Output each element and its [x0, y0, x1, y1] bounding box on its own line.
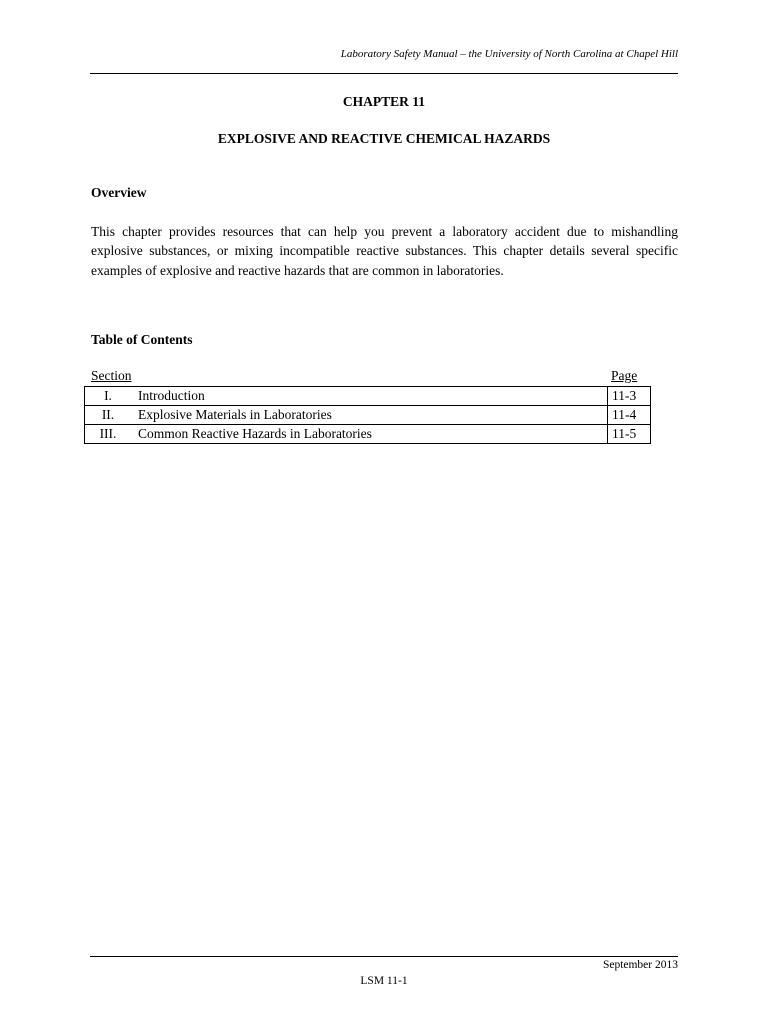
footer-date: September 2013	[602, 959, 678, 971]
toc-row-number: II.	[85, 406, 132, 425]
toc-row-title: Common Reactive Hazards in Laboratories	[131, 425, 608, 444]
toc-section-column-label: Section	[91, 368, 132, 383]
toc-row	[85, 387, 651, 406]
chapter-number: CHAPTER 11	[342, 94, 426, 109]
chapter-title: EXPLOSIVE AND REACTIVE CHEMICAL HAZARDS	[217, 131, 551, 146]
overview-paragraph: This chapter provides resources that can help you prevent a laboratory accident due to mishandling explosive substances, or mixing incompatible reactive substances. This chapter details several specific examples of explosive and reactive hazards that are common in laboratories.	[91, 224, 678, 278]
overview-heading: Overview	[91, 185, 147, 200]
toc-row-page: 11-4	[608, 406, 651, 425]
toc-row	[85, 406, 651, 425]
toc-row-page: 11-5	[608, 425, 651, 444]
footer-page-number: LSM 11-1	[360, 975, 408, 987]
header-rule	[90, 73, 678, 74]
toc-row	[85, 425, 651, 444]
footer-rule	[90, 956, 678, 957]
toc-row-number: I.	[85, 387, 132, 406]
toc-row-title: Introduction	[131, 387, 608, 406]
toc-row-number: III.	[85, 425, 132, 444]
toc-row-title: Explosive Materials in Laboratories	[131, 406, 608, 425]
toc-heading: Table of Contents	[91, 332, 193, 347]
toc-table	[84, 386, 651, 444]
toc-page-column-label: Page	[611, 368, 638, 383]
toc-row-page: 11-3	[608, 387, 651, 406]
running-header: Laboratory Safety Manual – the University of North Carolina at Chapel Hill	[340, 48, 678, 60]
